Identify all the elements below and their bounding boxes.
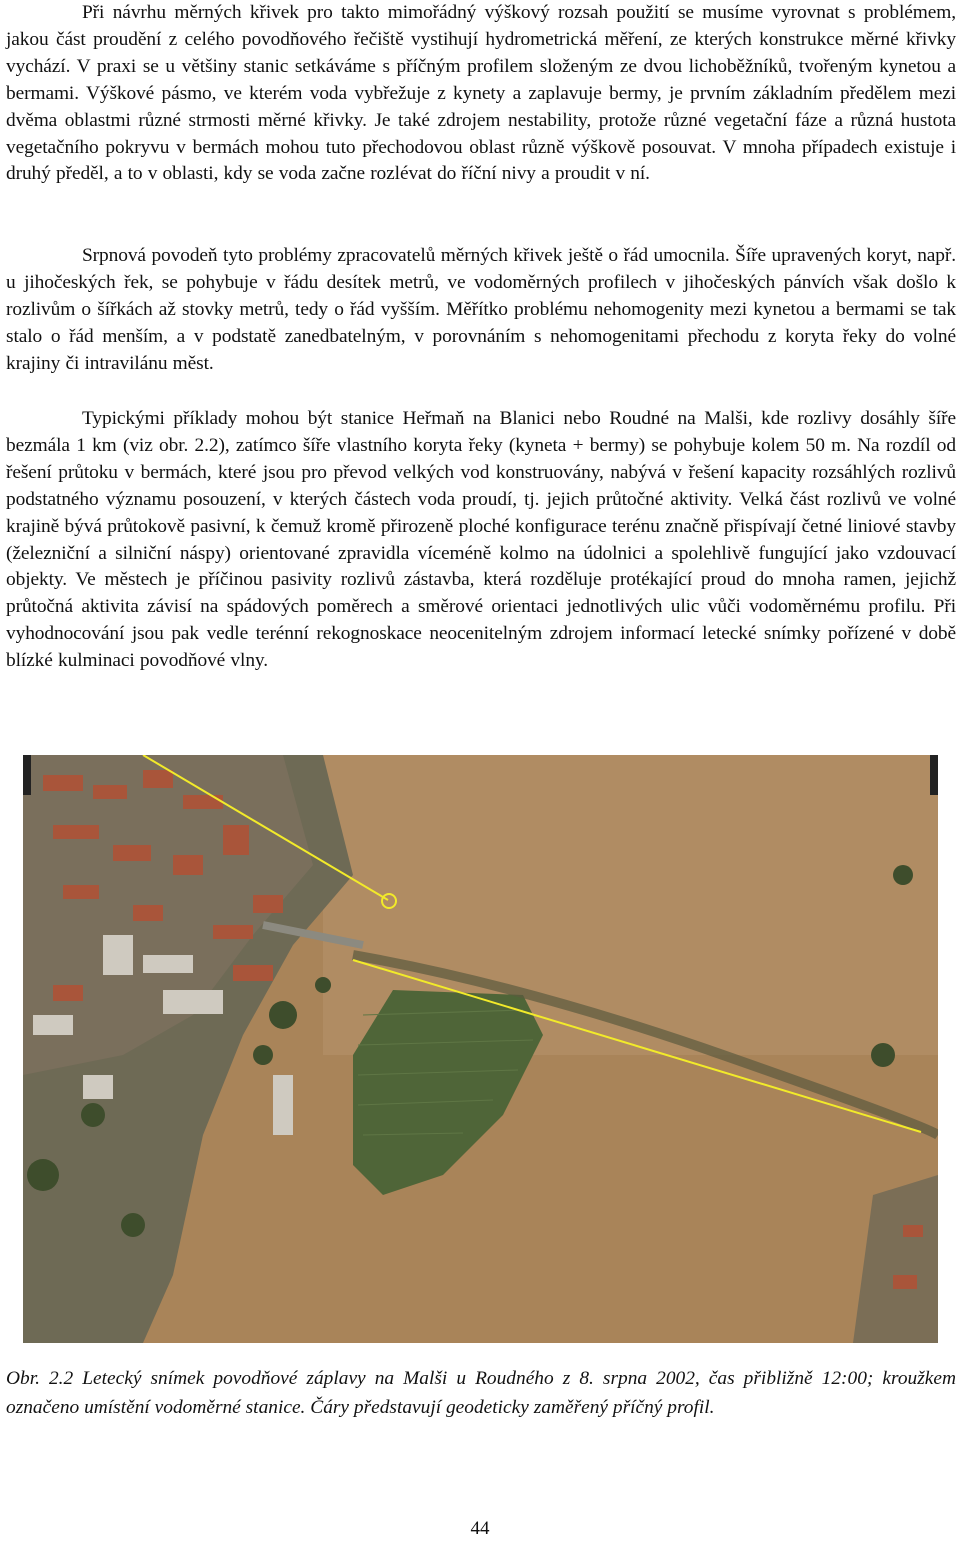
paragraph-typical-examples: Typickými příklady mohou být stanice Heřmaň na Blanici nebo Roudné na Malši, kde rozlivy dosáhly šíře bezmála 1 km (viz obr. 2.2), zatímco šíře vlastního koryta řeky (kyneta + bermy) se pohybuje kolem 50 m. Na rozdíl od řešení průtoku v bermách, které jsou pro převod velkých vod konstruovány, nabývá v řešení kapacity rozsáhlých rozlivů podstatného významu posouzení, v kterých částech voda proudí, tj. jejich průtočné aktivity. Velká část rozlivů ve volné krajině bývá průtokově pasivní, k čemuž kromě přirozeně ploché konfigurace terénu značně přispívají četné liniové stavby (železniční a silniční náspy) orientované zpravidla víceméně kolmo na údolnici a spolehlivě fungující jako vzdouvací objekty. Ve městech je příčinou pasivity rozlivů zástavba, která rozděluje protékající proud do mnoha ramen, jejichž průtočná aktivita závisí na spádových poměrech a směrové orientaci jednotlivých ulic vůči vodoměrnému profilu. Při vyhodnocování jsou pak vedle terénní rekognoskace neocenitelným zdrojem informací letecké snímky pořízené v době blízké kulminaci povodňové vlny. [6, 408, 956, 672]
aerial-flood-photo [23, 755, 938, 1343]
figure-caption: Obr. 2.2 Letecký snímek povodňové záplavy na Malši u Roudného z 8. srpna 2002, čas přibližně 12:00; kroužkem označeno umístění vodoměrné stanice. Čáry představují geodeticky zaměřený příčný profil. [6, 1368, 956, 1418]
paragraph-rating-curves: Při návrhu měrných křivek pro takto mimořádný výškový rozsah použití se musíme vyrovnat s problémem, jakou část proudění z celého povodňového řečiště vystihují hydrometrická měření, ze kterých konstrukce měrné křivky vychází. V praxi se u většiny stanic setkáváme s příčným profilem složeným ze dvou lichoběžníků, tvořeným kynetou a bermami. Výškové pásmo, ve kterém voda vybřežuje z kynety a zaplavuje bermy, je prvním základním předělem mezi dvěma oblastmi různé strmosti měrné křivky. Je také zdrojem nestability, protože různé vegetační fáze a různá hustota vegetačního pokryvu v bermách mohou tuto přechodovou oblast různě výškově posouvat. V mnoha případech existuje i druhý předěl, a to v oblasti, kdy se voda začne rozlévat do říční nivy a proudit v ní. [6, 2, 956, 185]
page-number: 44 [470, 1518, 490, 1539]
paragraph-august-flood: Srpnová povodeň tyto problémy zpracovatelů měrných křivek ještě o řád umocnila. Šíře upravených koryt, např. u jihočeských řek, se pohybuje v řádu desítek metrů, ve vodoměrných profilech v jihočeských pánvích však došlo k rozlivům o šířkách až stovky metrů, tedy o řád vyšším. Měřítko problému nehomogenity mezi kynetou a bermami se tak stalo o řád menším, a v podstatě zanedbatelným, v porovnáním s nehomogenitami přechodu z koryta řeky do volné krajiny či intravilánu měst. [6, 245, 956, 374]
